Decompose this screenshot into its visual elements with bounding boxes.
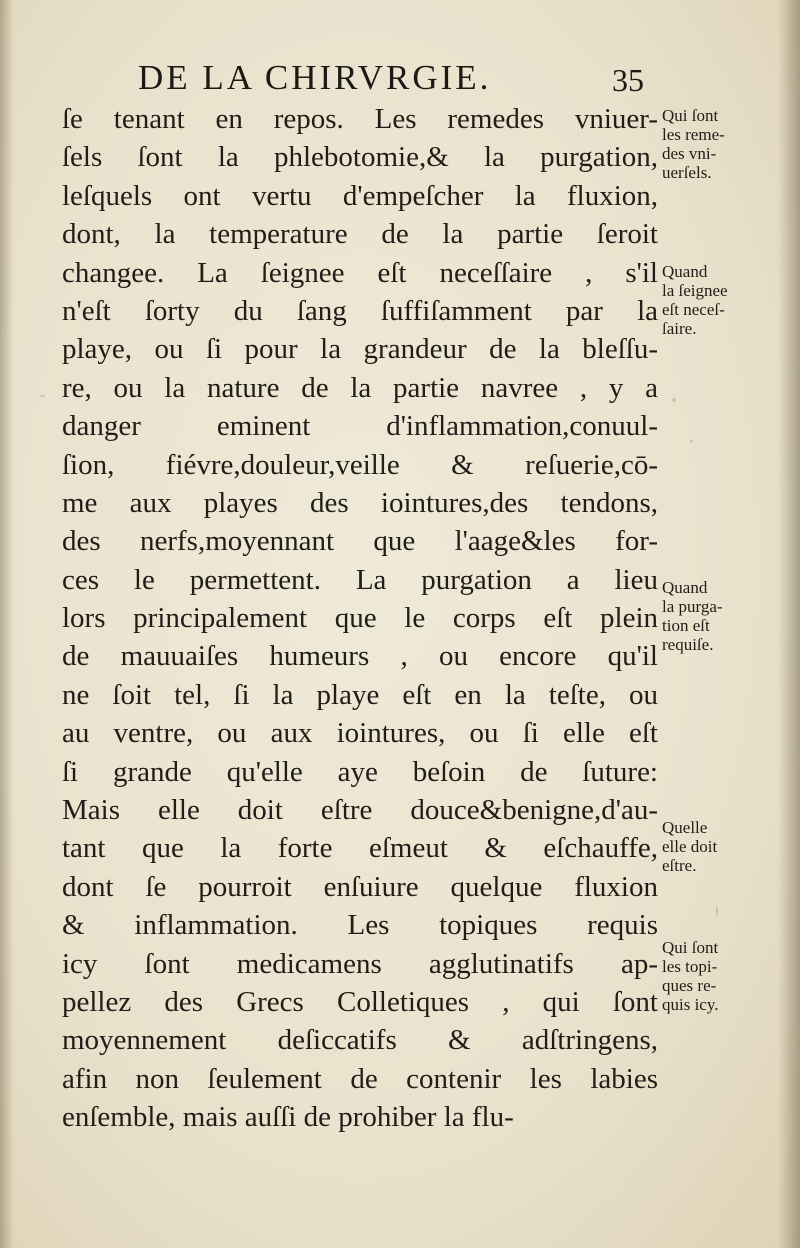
text-line: au ventre, ou aux iointures, ou ſi elle eſt — [62, 717, 658, 750]
text-line: enſemble, mais auſſi de prohiber la flu- — [62, 1101, 514, 1134]
margin-note-line: requiſe. — [662, 635, 714, 654]
margin-note-line: les topi- — [662, 957, 718, 976]
text-line: leſquels ont vertu d'empeſcher la fluxion, — [62, 179, 658, 212]
text-line: des nerfs,moyennant que l'aage&les for- — [62, 525, 658, 558]
text-line: ſe tenant en repos. Les remedes vniuer- — [62, 103, 658, 135]
margin-note-line: Quand — [662, 262, 708, 281]
text-line: pellez des Grecs Colletiques , qui ſont — [62, 985, 658, 1018]
margin-note-line: ques re- — [662, 976, 717, 995]
margin-note-line: la ſeignee — [662, 281, 728, 300]
text-line: ſels ſont la phlebotomie,& la purgation, — [62, 141, 658, 174]
text-line: Mais elle doit eſtre douce&benigne,d'au- — [62, 794, 658, 827]
text-line: afin non ſeulement de contenir les labies — [62, 1062, 658, 1095]
text-line: ſion, fiévre,douleur,veille & reſuerie,cō- — [62, 448, 658, 481]
paper-speck — [672, 398, 676, 402]
paper-speck — [40, 395, 45, 397]
margin-note-line: eſt neceſ- — [662, 300, 725, 319]
running-title: DE LA CHIRVRGIE. — [138, 58, 492, 97]
margin-note-line: ſaire. — [662, 319, 697, 338]
margin-note-line: Qui ſont — [662, 106, 719, 125]
text-line: danger eminent d'inflammation,conuul- — [62, 410, 658, 443]
text-line: lors principalement que le corps eſt plein — [62, 602, 658, 635]
margin-note-purgation — [662, 578, 774, 654]
text-line: ces le permettent. La purgation a lieu — [62, 563, 658, 596]
text-line: dont, la temperature de la partie ſeroit — [62, 218, 658, 251]
margin-note-line: uerſels. — [662, 163, 712, 182]
text-line: dont ſe pourroit enſuiure quelque fluxion — [62, 870, 658, 903]
text-line: n'eſt ſorty du ſang ſuffiſamment par la — [62, 294, 658, 327]
margin-note-line: tion eſt — [662, 616, 710, 635]
margin-note-remedes — [662, 106, 774, 182]
margin-note-line: eſtre. — [662, 856, 697, 875]
text-line: & inflammation. Les topiques requis — [62, 909, 658, 942]
text-line: moyennement deſiccatifs & adſtringens, — [62, 1024, 658, 1057]
text-line: changee. La ſeignee eſt neceſſaire , s'il — [62, 256, 658, 289]
text-line: ſi grande qu'elle aye beſoin de ſuture: — [62, 755, 658, 788]
page-edge-shadow — [778, 0, 800, 1248]
paper-speck — [716, 906, 718, 916]
text-line: tant que la forte eſmeut & eſchauffe, — [62, 832, 658, 865]
text-line: de mauuaiſes humeurs , ou encore qu'il — [62, 640, 658, 673]
text-line: re, ou la nature de la partie navree , y a — [62, 371, 658, 404]
margin-note-line: quis icy. — [662, 995, 719, 1014]
margin-note-topiques — [662, 938, 774, 1014]
margin-note-line: Quand — [662, 578, 708, 597]
text-line: playe, ou ſi pour la grandeur de la bleſſu- — [62, 333, 658, 366]
margin-note-line: elle doit — [662, 837, 718, 856]
margin-note-line: Quelle — [662, 818, 708, 837]
page-number: 35 — [612, 62, 644, 98]
margin-note-quelle — [662, 818, 774, 875]
paper-speck — [690, 440, 693, 443]
margin-note-seignee — [662, 262, 774, 338]
page-gutter-shadow — [0, 0, 14, 1248]
margin-note-line: les reme- — [662, 125, 725, 144]
margin-note-line: Qui ſont — [662, 938, 719, 957]
main-text-block — [62, 100, 658, 1137]
margin-note-line: des vni- — [662, 144, 717, 163]
margin-note-line: la purga- — [662, 597, 723, 616]
text-line: me aux playes des iointures,des tendons, — [62, 486, 658, 519]
text-line: icy ſont medicamens agglutinatifs ap- — [62, 947, 658, 980]
text-line: ne ſoit tel, ſi la playe eſt en la teſte, ou — [62, 678, 658, 711]
